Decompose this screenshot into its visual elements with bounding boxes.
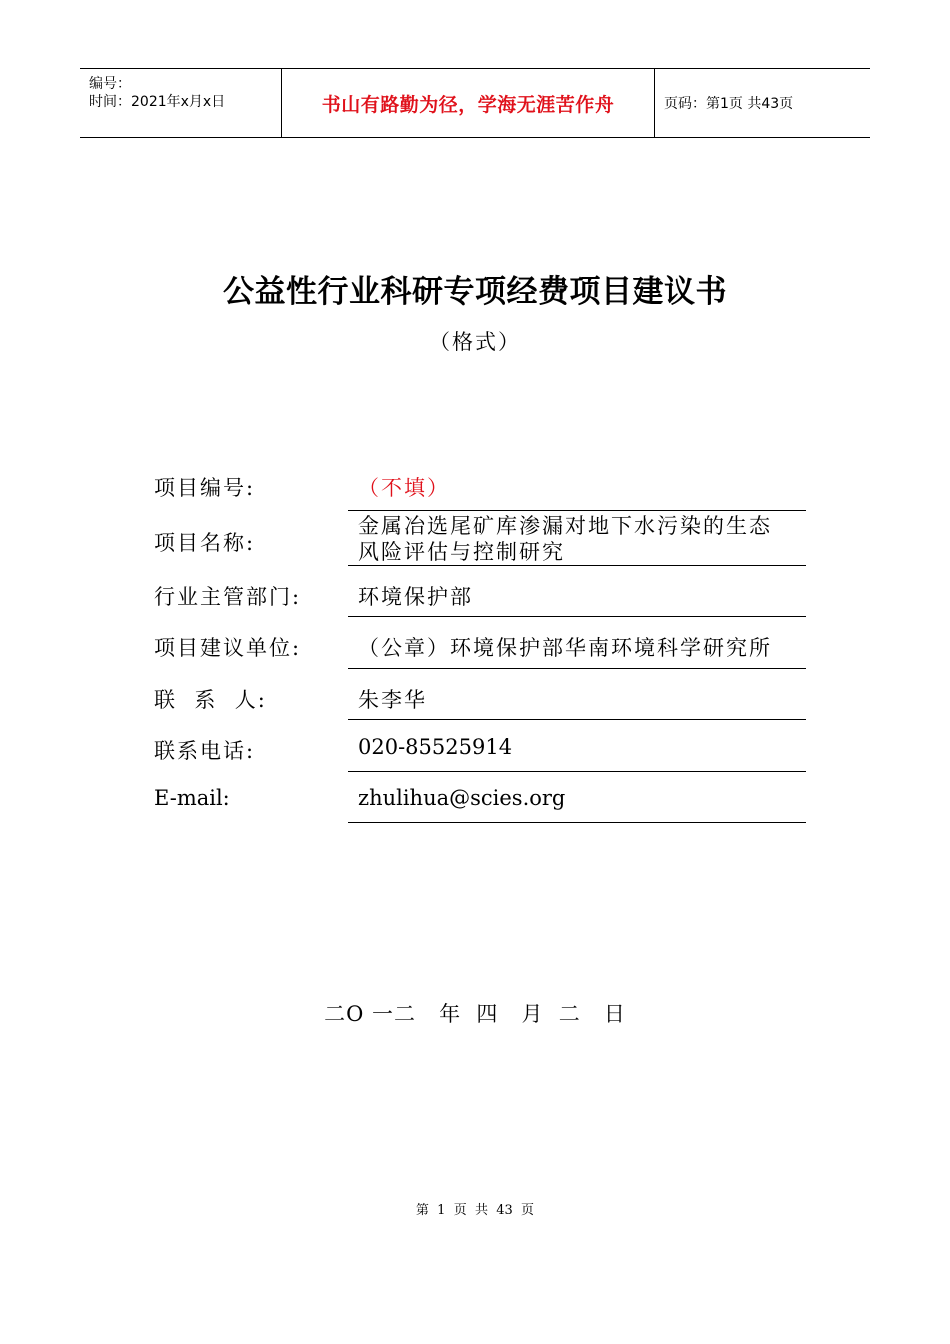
document-number-label: 编号：: [89, 76, 131, 92]
project-number-label: 项目编号:: [154, 476, 256, 500]
phone-value: 020-85525914: [358, 735, 513, 759]
phone-label: 联系电话:: [154, 739, 256, 763]
header-page-code: 页码：第1页 共43页: [664, 96, 794, 112]
department-value: 环境保护部: [358, 585, 473, 609]
contact-value: 朱李华: [358, 688, 427, 712]
project-number-value: （不填）: [358, 476, 450, 500]
project-name-line-1: 金属冶选尾矿库渗漏对地下水污染的生态: [358, 514, 772, 538]
unit-underline: [348, 668, 806, 669]
document-date: 二O 一二 年 四 月 二 日: [324, 1002, 626, 1026]
page-header: [80, 68, 870, 138]
email-underline: [348, 822, 806, 823]
header-meta-cell: [80, 69, 282, 137]
project-name-line-2: 风险评估与控制研究: [358, 540, 565, 564]
project-name-underline: [348, 565, 806, 566]
unit-value: （公章）环境保护部华南环境科学研究所: [358, 636, 772, 660]
phone-underline: [348, 771, 806, 772]
document-title: 公益性行业科研专项经费项目建议书: [223, 274, 727, 310]
header-motto: 书山有路勤为径，学海无涯苦作舟: [321, 93, 615, 116]
unit-label: 项目建议单位:: [154, 636, 302, 660]
project-number-underline: [348, 510, 806, 511]
project-name-label: 项目名称:: [154, 531, 256, 555]
page-footer: 第 1 页 共 43 页: [415, 1203, 535, 1218]
email-value: zhulihua@scies.org: [358, 786, 566, 810]
department-label: 行业主管部门:: [154, 585, 302, 609]
contact-label: 联 系 人:: [154, 688, 267, 712]
header-motto-cell: [282, 69, 655, 137]
contact-underline: [348, 719, 806, 720]
document-time-label: 时间：2021年x月x日: [89, 94, 226, 110]
document-subtitle: （格式）: [429, 330, 521, 354]
project-name-value: [358, 513, 772, 565]
department-underline: [348, 616, 806, 617]
email-label: E-mail:: [154, 786, 230, 810]
